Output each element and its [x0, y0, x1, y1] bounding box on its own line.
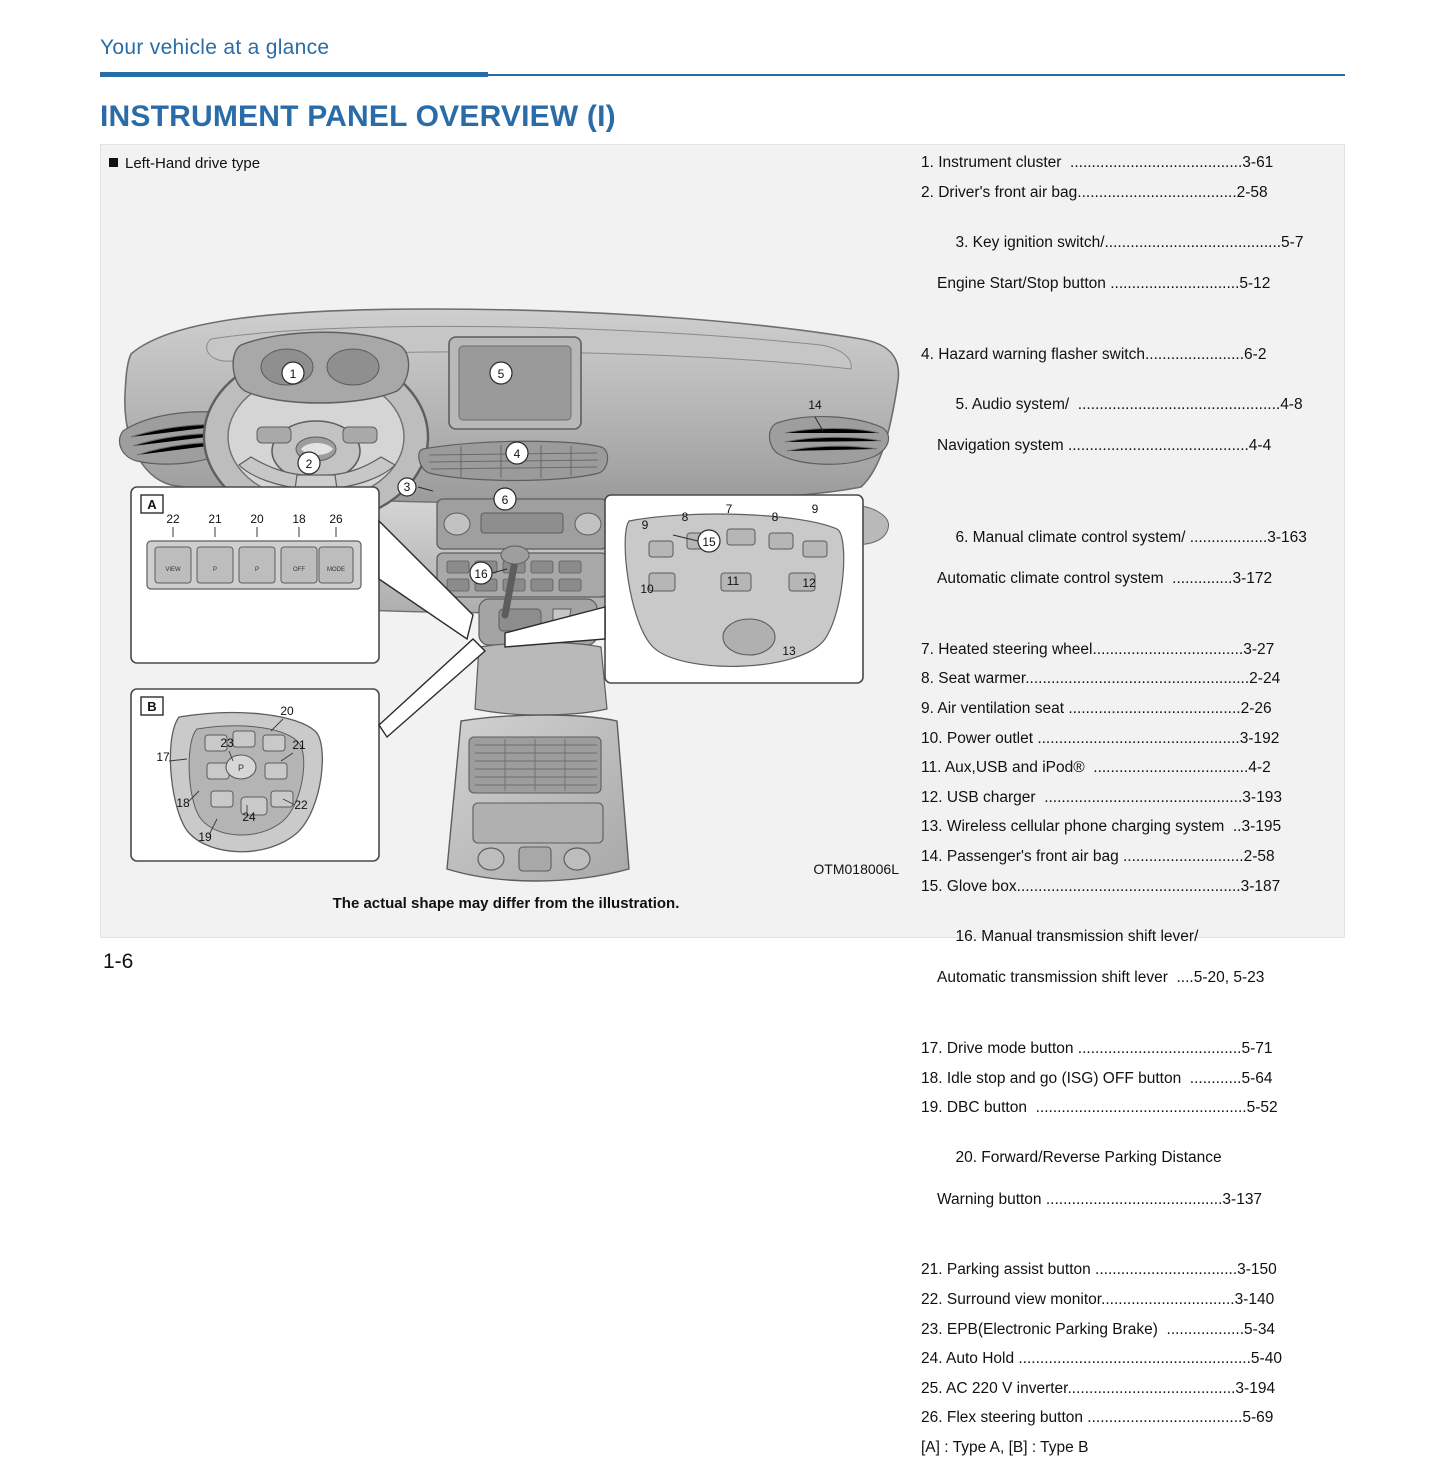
content-panel — [100, 144, 1345, 1457]
list-item: 24. Auto Hold ......................................................5-40 — [921, 1350, 1282, 1368]
list-item: 22. Surround view monitor...............................3-140 — [921, 1291, 1275, 1309]
svg-text:4: 4 — [513, 447, 521, 461]
list-item: 1. Instrument cluster ........................................3-61 — [921, 154, 1274, 171]
svg-text:8: 8 — [771, 510, 779, 524]
page-header — [100, 36, 1345, 66]
list-item — [921, 212, 1334, 336]
instrument-panel-illustration — [101, 169, 911, 889]
page-title: INSTRUMENT PANEL OVERVIEW (I) — [100, 100, 616, 133]
svg-text:12: 12 — [802, 576, 816, 590]
svg-text:17: 17 — [156, 750, 170, 764]
list-item-line1: 3. Key ignition switch/.........................................5-7 — [955, 233, 1304, 251]
inset-a — [131, 487, 379, 663]
rear-console — [447, 715, 629, 881]
svg-text:7: 7 — [725, 502, 733, 516]
svg-text:MODE: MODE — [327, 567, 345, 573]
svg-text:P: P — [237, 763, 245, 773]
list-item: 9. Air ventilation seat ........................................2-26 — [921, 700, 1272, 718]
svg-text:21: 21 — [208, 512, 222, 526]
right-air-vent — [770, 417, 889, 465]
svg-text:22: 22 — [166, 512, 180, 526]
list-item-line1: 6. Manual climate control system/ ..................3-163 — [955, 528, 1307, 546]
svg-text:23: 23 — [220, 736, 234, 750]
center-display-screen — [449, 337, 581, 429]
svg-text:26: 26 — [329, 512, 343, 526]
svg-text:9: 9 — [811, 502, 819, 516]
header-rule-thick — [100, 72, 488, 77]
list-item: 14. Passenger's front air bag ............................2-58 — [921, 848, 1275, 866]
list-item-line1: 16. Manual transmission shift lever/ — [955, 927, 1199, 945]
list-item: 12. USB charger ..............................................3-193 — [921, 788, 1282, 806]
list-item: 4. Hazard warning flasher switch.......................6-2 — [921, 345, 1267, 363]
svg-text:13: 13 — [782, 644, 796, 658]
svg-text:P: P — [212, 567, 218, 573]
list-item-line2: Navigation system ..........................................4-4 — [937, 437, 1272, 455]
list-item — [921, 374, 1334, 498]
svg-text:2: 2 — [305, 457, 313, 471]
list-item — [921, 1128, 1334, 1252]
header-rule-thin — [488, 74, 1345, 76]
svg-text:3: 3 — [403, 480, 411, 494]
list-item: 25. AC 220 V inverter.......................................3-194 — [921, 1379, 1276, 1397]
svg-text:10: 10 — [640, 582, 654, 596]
svg-text:VIEW: VIEW — [165, 567, 181, 573]
list-item: 2. Driver's front air bag.....................................2-58 — [921, 183, 1268, 201]
illustration-column — [101, 145, 911, 939]
legend-list — [911, 145, 1346, 1457]
list-item-line2: Automatic climate control system ..............3-172 — [937, 569, 1273, 587]
page-number: 1-6 — [103, 950, 134, 973]
list-item: 15. Glove box....................................................3-187 — [921, 877, 1281, 895]
list-item: 7. Heated steering wheel...................................3-27 — [921, 640, 1275, 658]
console-closeup — [605, 495, 863, 683]
svg-text:21: 21 — [292, 738, 306, 752]
svg-text:20: 20 — [280, 704, 294, 718]
list-item: 8. Seat warmer....................................................2-24 — [921, 670, 1281, 688]
list-item: 21. Parking assist button .................................3-150 — [921, 1261, 1277, 1279]
list-item: 17. Drive mode button ......................................5-71 — [921, 1039, 1273, 1057]
svg-text:20: 20 — [250, 512, 264, 526]
list-item: 23. EPB(Electronic Parking Brake) ..................5-34 — [921, 1320, 1276, 1338]
header-title: Your vehicle at a glance — [100, 36, 330, 59]
list-item: 18. Idle stop and go (ISG) OFF button ............5-64 — [921, 1069, 1273, 1087]
svg-text:OFF: OFF — [293, 567, 305, 573]
type-note: [A] : Type A, [B] : Type B — [921, 1439, 1089, 1457]
svg-text:8: 8 — [681, 510, 689, 524]
illustration-caption: The actual shape may differ from the illustration. — [332, 895, 680, 912]
svg-text:24: 24 — [242, 810, 256, 824]
list-item: 13. Wireless cellular phone charging system ..3-195 — [921, 818, 1282, 836]
svg-text:5: 5 — [497, 367, 505, 381]
svg-text:6: 6 — [501, 493, 509, 507]
svg-text:18: 18 — [292, 512, 306, 526]
svg-text:14: 14 — [808, 398, 822, 412]
svg-text:9: 9 — [641, 518, 649, 532]
list-item — [921, 507, 1334, 631]
list-item-line2: Automatic transmission shift lever ....5-20, 5-23 — [937, 969, 1265, 987]
svg-text:1: 1 — [289, 367, 297, 381]
svg-text:A: A — [147, 497, 157, 512]
svg-text:18: 18 — [176, 796, 190, 810]
list-item: 19. DBC button .................................................5-52 — [921, 1099, 1278, 1117]
svg-text:22: 22 — [294, 798, 308, 812]
list-item-line1: 20. Forward/Reverse Parking Distance — [955, 1149, 1222, 1167]
svg-text:16: 16 — [474, 567, 488, 581]
inset-b — [131, 689, 379, 861]
list-item — [921, 906, 1334, 1030]
list-item-line1: 5. Audio system/ ...............................................4-8 — [955, 396, 1303, 414]
drive-type-text: Left-Hand drive type — [125, 155, 261, 172]
list-item: 11. Aux,USB and iPod® ....................................4-2 — [921, 759, 1271, 777]
svg-text:15: 15 — [702, 535, 716, 549]
bullet-square-icon — [109, 158, 118, 167]
svg-text:19: 19 — [198, 830, 212, 844]
figure-code: OTM018006L — [813, 861, 899, 877]
svg-text:11: 11 — [726, 574, 740, 588]
list-item: 10. Power outlet ...............................................3-192 — [921, 729, 1280, 747]
instrument-cluster — [233, 332, 408, 403]
list-item-line2: Warning button .........................................3-137 — [937, 1190, 1263, 1208]
svg-text:B: B — [147, 699, 157, 714]
list-item-line2: Engine Start/Stop button ..............................5-12 — [937, 275, 1271, 293]
list-item: 26. Flex steering button ....................................5-69 — [921, 1409, 1274, 1427]
svg-text:P: P — [254, 567, 260, 573]
